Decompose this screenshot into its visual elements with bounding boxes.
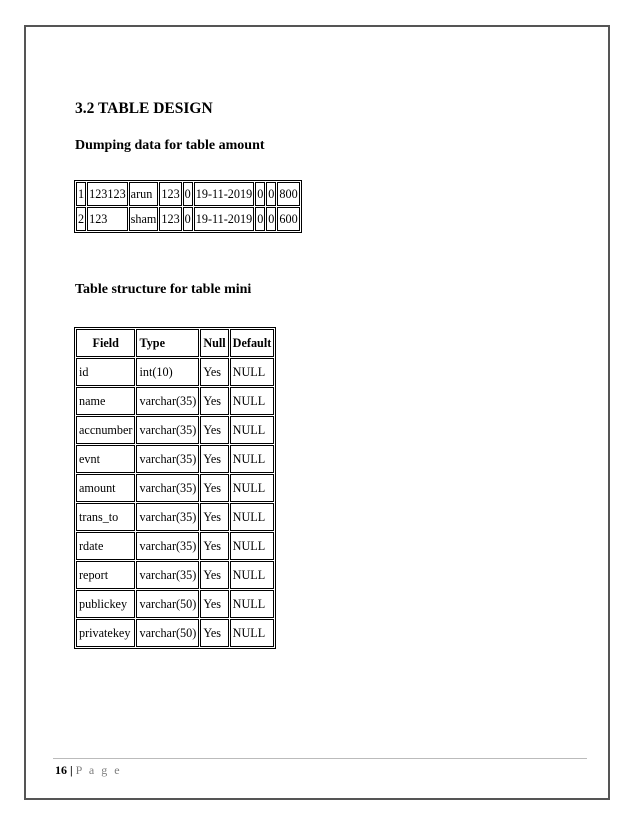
table-cell: 2 [76, 207, 86, 231]
page-footer [55, 763, 122, 778]
table-cell: 0 [255, 182, 265, 206]
table-cell: publickey [76, 590, 135, 618]
table-cell: rdate [76, 532, 135, 560]
table-cell: varchar(35) [136, 445, 199, 473]
table-row [76, 561, 274, 589]
table-cell: NULL [230, 532, 275, 560]
column-header-field: Field [76, 329, 135, 357]
table-cell: varchar(35) [136, 416, 199, 444]
table-cell: varchar(35) [136, 561, 199, 589]
table-row [76, 532, 274, 560]
table-header-row [76, 329, 274, 357]
table-cell: id [76, 358, 135, 386]
table-cell: name [76, 387, 135, 415]
table-cell: Yes [200, 358, 228, 386]
table-cell: int(10) [136, 358, 199, 386]
table-cell: 123123 [87, 182, 128, 206]
table-cell: NULL [230, 590, 275, 618]
table-cell: varchar(50) [136, 590, 199, 618]
table-cell: NULL [230, 358, 275, 386]
table-cell: report [76, 561, 135, 589]
table-cell: NULL [230, 416, 275, 444]
table-row [76, 358, 274, 386]
table-cell: NULL [230, 503, 275, 531]
table-cell: 0 [255, 207, 265, 231]
table-row [76, 474, 274, 502]
table-cell: NULL [230, 445, 275, 473]
table-cell: varchar(50) [136, 619, 199, 647]
table-cell: NULL [230, 561, 275, 589]
table-cell: 0 [266, 182, 276, 206]
page-label: P a g e [75, 763, 122, 777]
table-cell: amount [76, 474, 135, 502]
column-header-type: Type [136, 329, 199, 357]
table-row [76, 182, 300, 206]
mini-structure-table [74, 327, 276, 649]
table-cell: Yes [200, 590, 228, 618]
table-cell: evnt [76, 445, 135, 473]
table-cell: 19-11-2019 [194, 182, 254, 206]
table-cell: 123 [159, 207, 181, 231]
table-row [76, 387, 274, 415]
column-header-null: Null [200, 329, 228, 357]
table-cell: varchar(35) [136, 532, 199, 560]
table-cell: NULL [230, 474, 275, 502]
table-cell: varchar(35) [136, 387, 199, 415]
table-cell: 123 [87, 207, 128, 231]
table-cell: varchar(35) [136, 474, 199, 502]
table-cell: Yes [200, 474, 228, 502]
table-cell: NULL [230, 619, 275, 647]
table-cell: varchar(35) [136, 503, 199, 531]
table-row [76, 416, 274, 444]
table-cell: 0 [183, 182, 193, 206]
table-cell: 0 [266, 207, 276, 231]
table-cell: accnumber [76, 416, 135, 444]
table-cell: 1 [76, 182, 86, 206]
table-cell: NULL [230, 387, 275, 415]
mini-table-heading: Table structure for table mini [75, 282, 252, 297]
amount-data-table [74, 180, 302, 233]
table-cell: Yes [200, 561, 228, 589]
column-header-default: Default [230, 329, 275, 357]
table-cell: 800 [277, 182, 299, 206]
table-cell: 600 [277, 207, 299, 231]
footer-separator: | [67, 763, 76, 777]
table-row [76, 619, 274, 647]
table-cell: Yes [200, 445, 228, 473]
table-cell: arun [129, 182, 159, 206]
table-cell: trans_to [76, 503, 135, 531]
table-row [76, 445, 274, 473]
table-cell: 19-11-2019 [194, 207, 254, 231]
page-number: 16 [55, 763, 67, 777]
table-row [76, 590, 274, 618]
footer-rule [53, 758, 587, 759]
table-cell: 123 [159, 182, 181, 206]
table-cell: privatekey [76, 619, 135, 647]
table-cell: sham [129, 207, 159, 231]
table-cell: Yes [200, 387, 228, 415]
table-cell: Yes [200, 503, 228, 531]
table-row [76, 207, 300, 231]
table-cell: 0 [183, 207, 193, 231]
amount-table-heading: Dumping data for table amount [75, 138, 265, 153]
table-cell: Yes [200, 532, 228, 560]
table-row [76, 503, 274, 531]
table-cell: Yes [200, 619, 228, 647]
section-title: 3.2 TABLE DESIGN [75, 100, 213, 117]
table-cell: Yes [200, 416, 228, 444]
